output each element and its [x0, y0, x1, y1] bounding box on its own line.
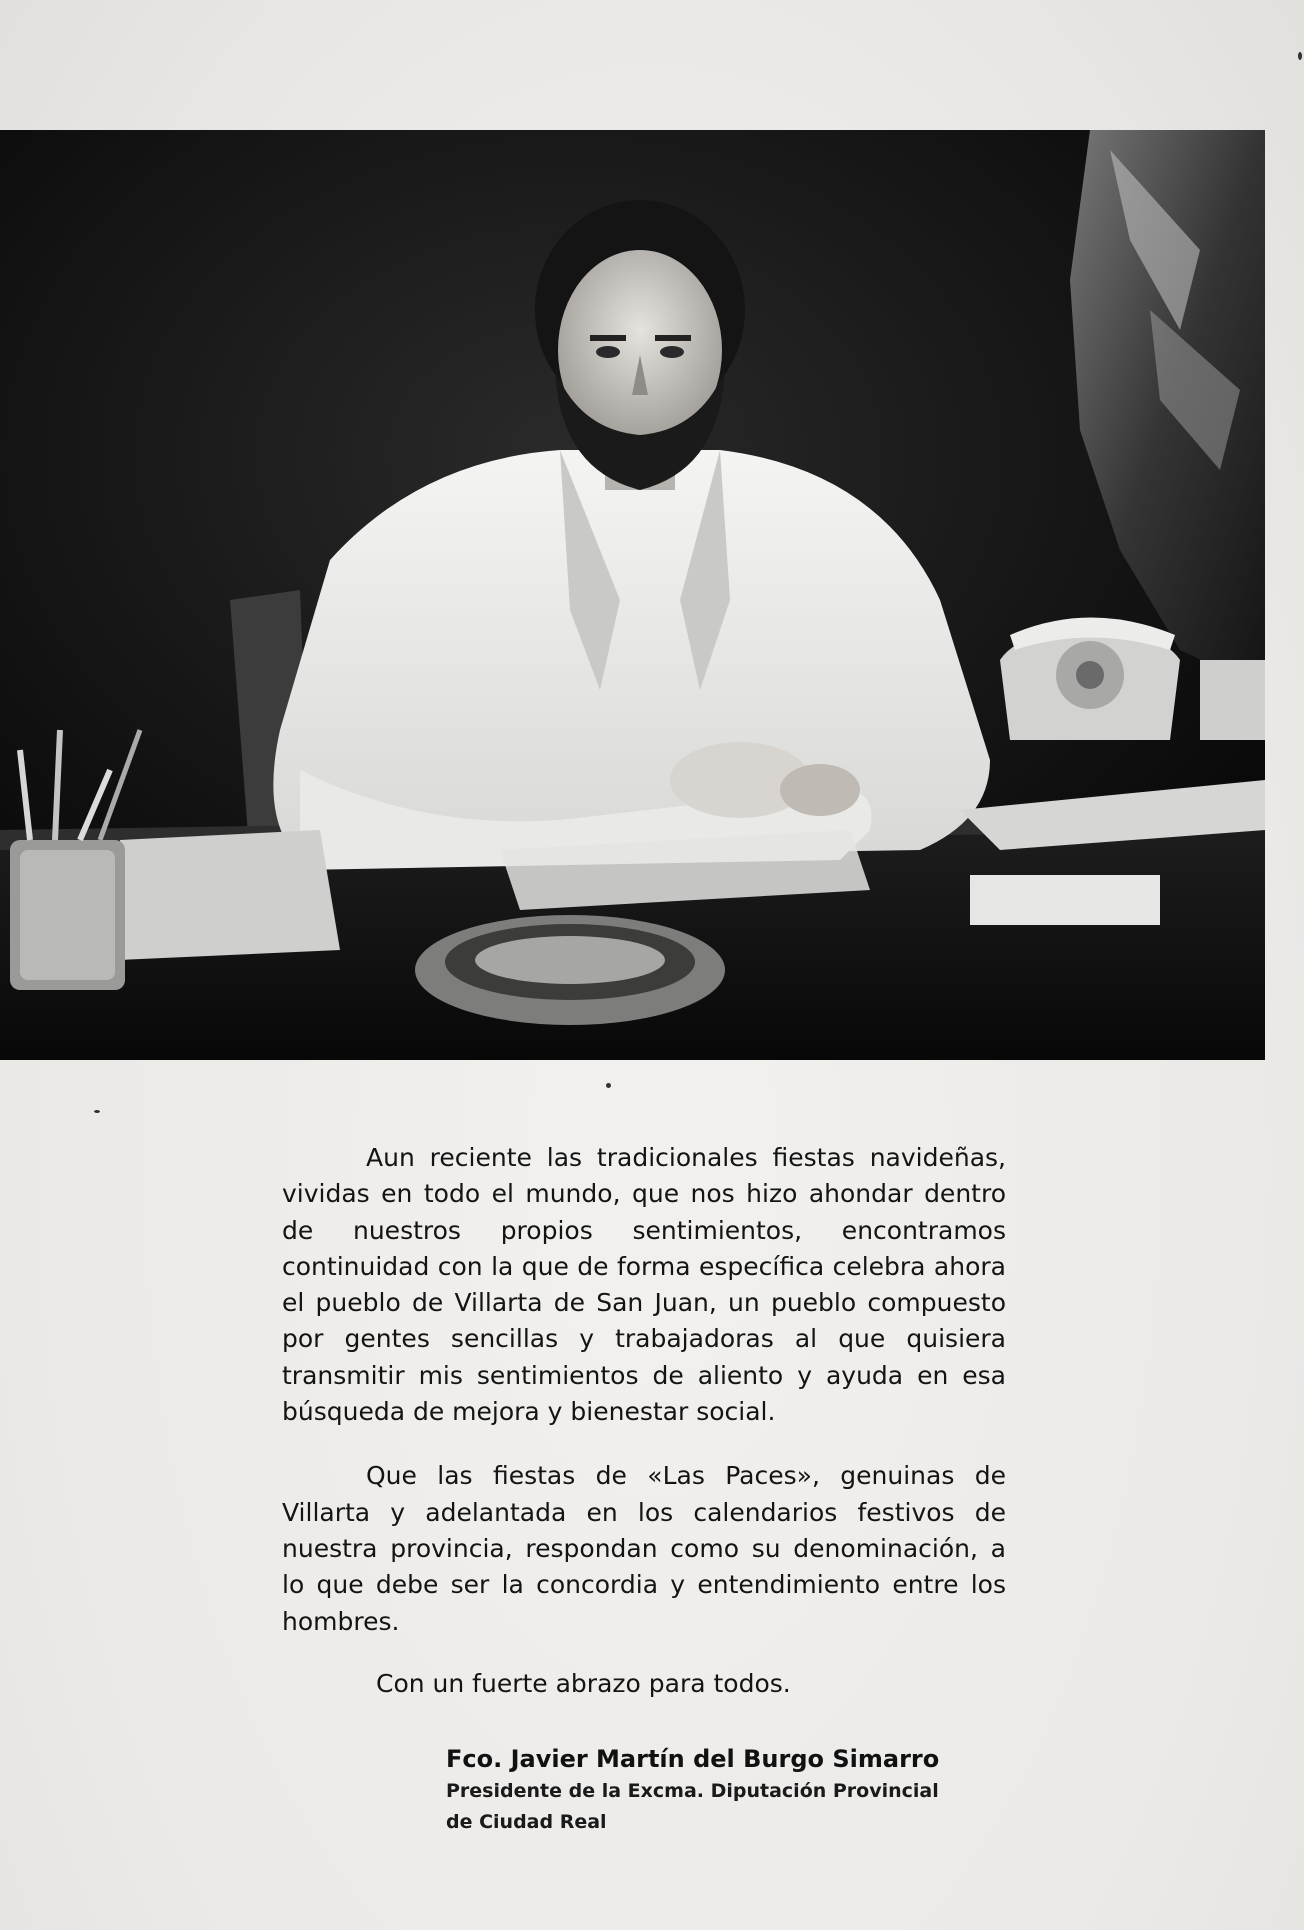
scan-speck [606, 1083, 611, 1088]
closing-line: Con un fuerte abrazo para todos. [376, 1668, 791, 1698]
portrait-photo-icon [0, 130, 1265, 1060]
telephone [1000, 618, 1180, 741]
paragraph-2: Que las fiestas de «Las Paces», genuinas de Villarta y adelantada en los calendarios festivos de nuestra provincia, respondan como su denominación, a lo que debe ser la concordia y entendimiento entre los hombres. [282, 1461, 1006, 1636]
paragraph-1: Aun reciente las tradicionales fiestas navideñas, vividas en todo el mundo, que nos hizo ahondar dentro de nuestros propios sentimientos, encontramos continuidad con la que de forma específica celebra ahora el pueblo de Villarta de San Juan, un pueblo compuesto por gentes sencillas y trabajadoras al que quisiera transmitir mis sentimientos de aliento y ayuda en esa búsqueda de mejora y bienestar social. [282, 1143, 1006, 1427]
signature-block [446, 1742, 1006, 1838]
portrait-photo [0, 130, 1265, 1060]
signatory-name: Fco. Javier Martín del Burgo Simarro [446, 1745, 940, 1773]
signatory-title-line2: de Ciudad Real [446, 1811, 607, 1833]
scan-speck [94, 1110, 100, 1113]
letter-body [282, 1140, 1006, 1702]
ashtray [415, 915, 725, 1025]
signatory-title-line1: Presidente de la Excma. Diputación Provincial [446, 1780, 939, 1802]
scan-speck [1298, 52, 1302, 60]
